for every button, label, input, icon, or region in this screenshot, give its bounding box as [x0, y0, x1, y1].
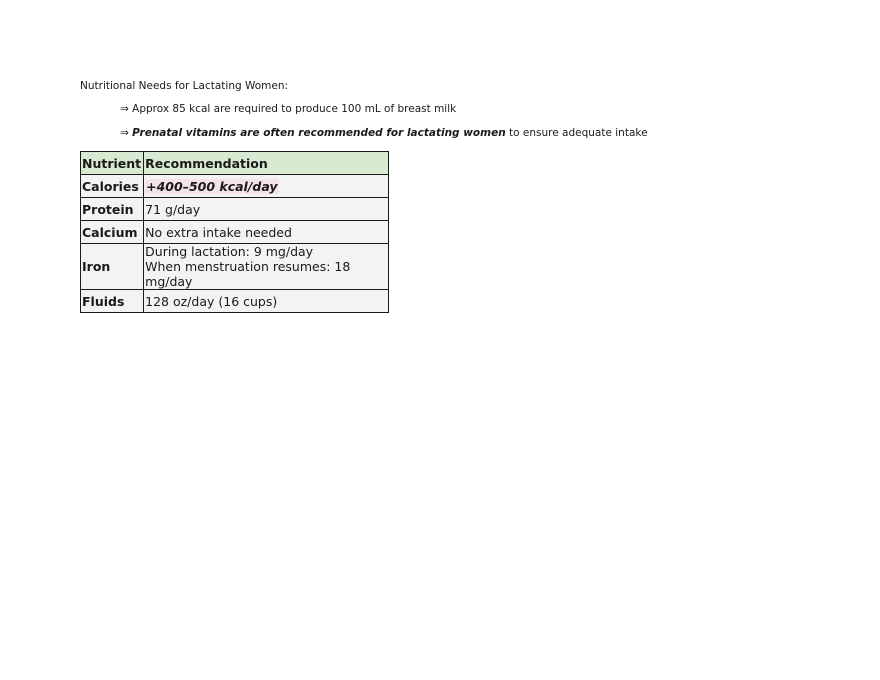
nutrient-cell: Calcium — [81, 221, 144, 244]
arrow-icon: ⇒ — [120, 127, 129, 139]
recommendation-line: When menstruation resumes: 18 mg/day — [145, 259, 351, 289]
table-row — [81, 175, 389, 198]
recommendation-cell: No extra intake needed — [144, 221, 389, 244]
table-row — [81, 244, 389, 290]
recommendation-cell: 71 g/day — [144, 198, 389, 221]
nutrient-cell: Protein — [81, 198, 144, 221]
page-title: Nutritional Needs for Lactating Women: — [80, 80, 289, 92]
bullet-text: to ensure adequate intake — [505, 127, 648, 139]
calories-value: +400–500 kcal/day — [146, 178, 278, 194]
column-header-nutrient: Nutrient — [81, 152, 144, 175]
nutrient-cell: Fluids — [81, 290, 144, 313]
table-row — [81, 221, 389, 244]
nutrient-cell: Iron — [81, 244, 144, 290]
recommendation-cell — [144, 175, 389, 198]
table-header-row — [81, 152, 389, 175]
table-row — [81, 198, 389, 221]
bullet-prenatal-vitamins — [120, 126, 648, 140]
nutrient-cell: Calories — [81, 175, 144, 198]
recommendation-cell — [144, 244, 389, 290]
column-header-recommendation: Recommendation — [144, 152, 389, 175]
bullet-breast-milk-energy — [120, 102, 456, 116]
bullet-text: Approx 85 kcal are required to produce 100 mL of breast milk — [132, 103, 457, 115]
arrow-icon: ⇒ — [120, 103, 129, 115]
table-row — [81, 290, 389, 313]
bullet-emphasis: Prenatal vitamins are often recommended for lactating women — [132, 127, 506, 139]
recommendation-cell: 128 oz/day (16 cups) — [144, 290, 389, 313]
nutrient-table — [80, 151, 389, 313]
recommendation-line: During lactation: 9 mg/day — [145, 244, 314, 259]
